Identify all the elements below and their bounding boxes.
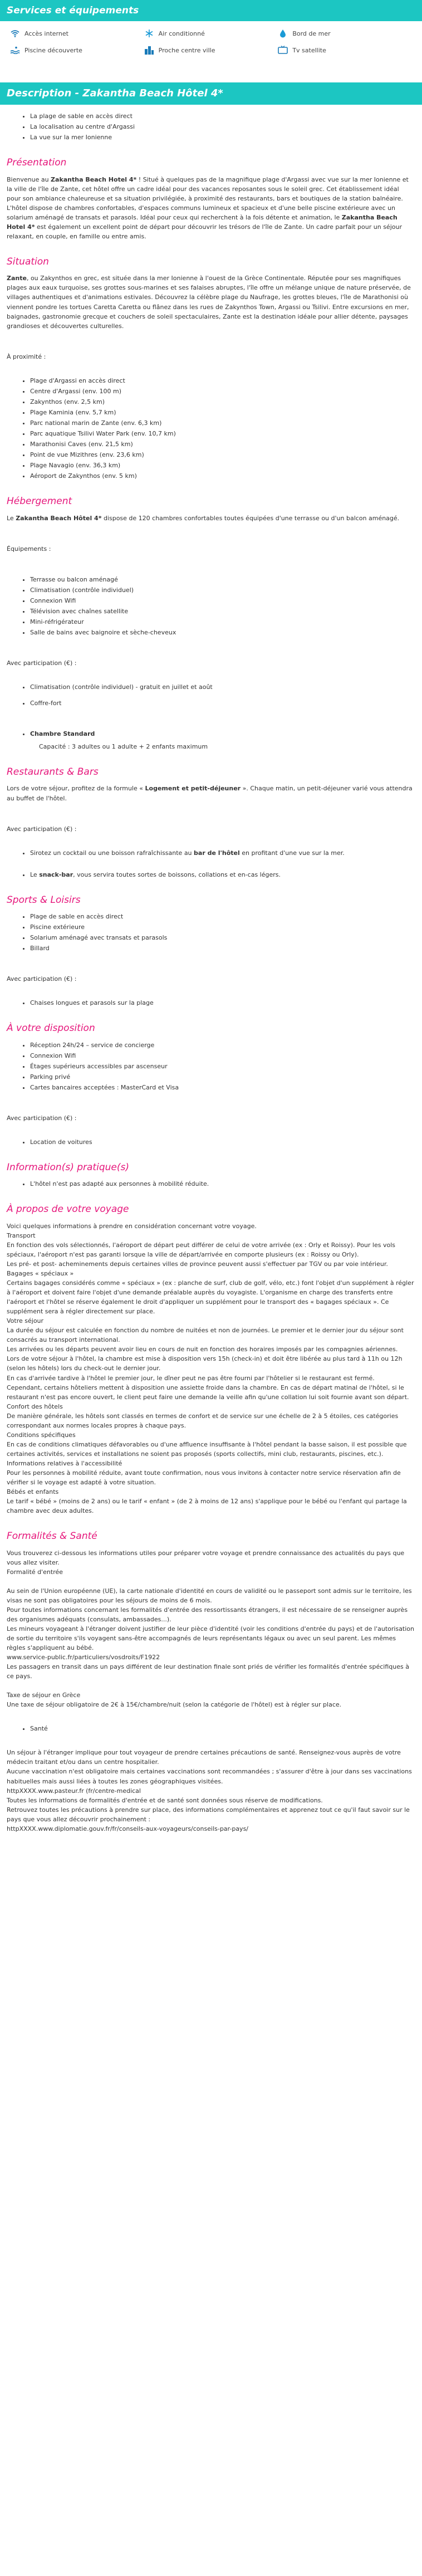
list-item: • Point de vue Mizithres (env. 23,6 km): [30, 450, 414, 460]
list-item: • Télévision avec chaînes satellite: [30, 607, 414, 616]
tv-icon: [278, 45, 288, 55]
hebergement-heading: Hébergement: [7, 496, 72, 507]
presentation-heading: Présentation: [7, 157, 67, 169]
list-item: • La localisation au centre d'Argassi: [30, 122, 414, 131]
list-item: • Climatisation (contrôle individuel) - gratuit en juillet et août: [30, 682, 414, 692]
service-item-pool: [10, 43, 144, 57]
paid-label: Avec participation (€) :: [7, 825, 77, 833]
sante-text: Un séjour à l'étranger implique pour tout voyageur de prendre certaines précautions de santé. Renseignez-vous auprès de votre médecin traitant et/ou dans un centre hospitalier. Aucune vaccination n'est obligatoire mais certaines vaccinations sont recommandées ; s'assurer d'être à jour dans ses vaccinations habituelles mais aussi liées à toutes les zones géographiques visitées. httpXXXX.www.pasteur.fr (fr/centre-medical Toutes les informations de formalités d'entrée et de santé sont données sous réserve de modifications. Retrouvez toutes les précautions à prendre sur place, des informations complémentaires et apprenez tout ce qu'il faut savoir sur le pays que vous allez découvrir prochainement : httpXXXX.www.diplomatie.gouv.fr/fr/conseils-aux-voyageurs/conseils-par-pays/: [7, 1749, 412, 1832]
disposition-list: [7, 1040, 414, 1092]
list-item: • L'hôtel n'est pas adapté aux personnes à mobilité réduite.: [30, 1179, 414, 1189]
restaurants-paid-list: [7, 848, 414, 879]
list-item: • Réception 24h/24 – service de concierge: [30, 1040, 414, 1050]
list-item: • Plage Kaminia (env. 5,7 km): [30, 408, 414, 417]
proximity-label: À proximité :: [7, 353, 46, 360]
sante-list: [7, 1724, 414, 1733]
list-item: • Centre d'Argassi (env. 100 m): [30, 387, 414, 396]
paid-label: Avec participation (€) :: [7, 975, 77, 983]
water-drop-icon: [278, 28, 288, 38]
service-label: Piscine découverte: [24, 46, 82, 54]
situation-heading: Situation: [7, 256, 49, 268]
list-item: • Plage Navagio (env. 36,3 km): [30, 461, 414, 470]
room-list: [7, 729, 414, 739]
service-item-tv: [278, 43, 412, 57]
service-item-internet: [10, 27, 144, 40]
list-item: • Mini-réfrigérateur: [30, 617, 414, 627]
list-item: • Climatisation (contrôle individuel): [30, 585, 414, 595]
formalites-text: Vous trouverez ci-dessous les informations utiles pour préparer votre voyage et prendre connaissance des actualités du pays que vous allez visiter. Formalité d'entrée Au sein de l'Union européenne (UE), la carte nationale d'identité en cours de validité ou le passeport sont admis sur le territoire, les visas ne sont pas obligatoires pour les séjours de moins de 6 mois. Pour toutes informations concernant les formalités d'entrée des ressortissants étrangers, il est nécessaire de se renseigner auprès des organismes adéquats (consulats, ambassades...). Les mineurs voyageant à l'étranger doivent justifier de leur pièce d'identité (voir les conditions d'entrée du pays) et de l'autorisation de sortie du territoire s'ils voyagent sans-être accompagnés de leurs représentants légaux ou avec un seul parent. Les mêmes règles s'appliquent au bébé. www.service-public.fr/particuliers/vosdroits/F1922 Les passagers en transit dans un pays différent de leur destination finale sont priés de vérifier les formalités d'entrée spécifiques à ce pays. Taxe de séjour en Grèce Une taxe de séjour obligatoire de 2€ à 15€/chambre/nuit (selon la catégorie de l'hôtel) est à régler sur place.: [7, 1549, 415, 1709]
list-item: • Plage d'Argassi en accès direct: [30, 376, 414, 385]
list-item: • Connexion Wifi: [30, 596, 414, 605]
list-item: • La plage de sable en accès direct: [30, 111, 414, 121]
list-item: • Plage de sable en accès direct: [30, 912, 414, 921]
service-label: Air conditionné: [158, 30, 205, 37]
room-capacity: Capacité : 3 adultes ou 1 adulte + 2 enfants maximum: [39, 743, 208, 751]
list-item: • Location de voitures: [30, 1137, 414, 1147]
info-heading: Information(s) pratique(s): [7, 1162, 129, 1174]
situation-text: Zante, ou Zakynthos en grec, est située dans la mer Ionienne à l'ouest de la Grèce Continentale. Réputée pour ses magnifiques plages aux eaux turquoise, ses grottes sous-marines et ses falaises abruptes, l'île offre un mélange unique de nature préservée, de villages authentiques et d'animations estivales. Découvrez la célèbre plage du Naufrage, les grottes bleues, l'île de Marathonisi où viennent pondre les tortues Caretta Caretta ou flânez dans les rues de Zakynthos Town, Argassi ou Tsilivi. Entre excursions en mer, baignades, gastronomie grecque et couchers de soleil spectaculaires, Zante est la destination idéale pour allier détente, paysages grandioses et découvertes culturelles.: [7, 275, 411, 330]
list-item: • Santé: [30, 1724, 414, 1733]
room-name: • Chambre Standard: [30, 729, 414, 739]
restaurants-text: Lors de votre séjour, profitez de la formule « Logement et petit-déjeuner ». Chaque matin, un petit-déjeuner varié vous attendra au buffet de l'hôtel.: [7, 785, 413, 802]
service-item-city-center: [144, 43, 278, 57]
intro-list: [7, 111, 414, 142]
list-item: • Parc national marin de Zante (env. 6,3 km): [30, 418, 414, 428]
presentation-text: Bienvenue au Zakantha Beach Hotel 4* ! Situé à quelques pas de la magnifique plage d'Argassi avec vue sur la mer Ionienne et la ville de l'île de Zante, cet hôtel offre un cadre idéal pour des vacances reposantes sous le soleil grec. Cet établissement idéal pour son ambiance chaleureuse et sa situation privilégiée, à proximité des restaurants, bars et boutiques de la station balnéaire. L'hôtel dispose de chambres confortables, d'espaces communs lumineux et spacieux et d'une belle piscine extérieure avec un solarium aménagé de transats et parasols. Idéal pour ceux qui recherchent à la fois détente et animation, le Zakantha Beach Hotel 4* est également un excellent point de départ pour découvrir les trésors de l'île de Zante. Un cadre parfait pour un séjour relaxant, en couple, en famille ou entre amis.: [7, 175, 409, 240]
service-item-seaside: [278, 27, 412, 40]
sports-list: [7, 912, 414, 953]
service-label: Bord de mer: [292, 30, 331, 37]
proximity-list: [7, 376, 414, 481]
list-item: • Parking privé: [30, 1072, 414, 1082]
equipments-list: [7, 575, 414, 637]
paid-list: [7, 682, 414, 708]
sports-heading: Sports & Loisirs: [7, 894, 81, 906]
equipments-label: Équipements :: [7, 545, 51, 553]
disposition-heading: À votre disposition: [7, 1023, 95, 1034]
list-item: • Sirotez un cocktail ou une boisson rafraîchissante au bar de l'hôtel en profitant d'une vue sur la mer.: [30, 848, 414, 858]
service-label: Proche centre ville: [158, 46, 215, 54]
list-item: • Coffre-fort: [30, 698, 414, 708]
wifi-icon: [10, 28, 20, 38]
list-item: • Solarium aménagé avec transats et parasols: [30, 933, 414, 942]
list-item: • Salle de bains avec baignoire et sèche-cheveux: [30, 628, 414, 637]
hebergement-text: Le Zakantha Beach Hôtel 4* dispose de 120 chambres confortables toutes équipées d'une terrasse ou d'un balcon aménagé.: [7, 514, 400, 522]
list-item: • Aéroport de Zakynthos (env. 5 km): [30, 471, 414, 481]
city-icon: [144, 45, 154, 55]
disposition-paid-list: [7, 1137, 414, 1147]
pool-icon: [10, 45, 20, 55]
paid-label: Avec participation (€) :: [7, 1114, 77, 1122]
list-item: • Piscine extérieure: [30, 922, 414, 932]
voyage-text: Voici quelques informations à prendre en considération concernant votre voyage. Transport En fonction des vols sélectionnés, l'aéroport de départ peut différer de celui de votre arrivée (ex : Orly et Roissy). Pour les vols spéciaux, l'aéroport n'est pas garanti lorsque la ville de départ/arrivée en comporte plusieurs (ex : Roissy ou Orly). Les pré- et post- acheminements depuis certaines villes de province peuvent aussi s'effectuer par TGV ou par voie intérieur. Bagages « spéciaux » Certains bagages considérés comme « spéciaux » (ex : planche de surf, club de golf, vélo, etc.) font l'objet d'un supplément à régler à l'aéroport et doivent faire l'objet d'une demande préalable auprès du voyagiste. L'organisme en charge des transferts entre l'aéroport et l'hôtel se réserve également le droit d'appliquer un supplément pour le transport des « bagages spéciaux ». Ce supplément sera à régler directement sur place. Votre séjour La durée du séjour est calculée en fonction du nombre de nuitées et non de journées. Le premier et le dernier jour du séjour sont consacrés au transport international. Les arrivées ou les départs peuvent avoir lieu en cours de nuit en fonction des horaires imposés par les compagnies aériennes. Lors de votre séjour à l'hôtel, la chambre est mise à disposition vers 15h (check-in) et doit être libérée au plus tard à 11h ou 12h (selon les hôtels) lors du check-out le dernier jour. En cas d'arrivée tardive à l'hôtel le premier jour, le dîner peut ne pas être fourni par l'hôtelier si le restaurant est fermé. Cependant, certains hôteliers mettent à disposition une assiette froide dans la chambre. En cas de départ matinal de l'hôtel, si le restaurant n'est pas encore ouvert, le client peut faire une demande la veille afin qu'une collation lui soit fournie avant son départ. Confort des hôtels De manière générale, les hôtels sont classés en termes de confort et de service sur une échelle de 2 à 5 étoiles, ces catégories correspondant aux normes locales propres à chaque pays. Conditions spécifiques En cas de conditions climatiques défavorables ou d'une affluence insuffisante à l'hôtel pendant la basse saison, il est possible que certaines activités, services et installations ne soient pas proposés (sports collectifs, mini club, restaurants, piscines, etc.). Informations relatives à l'accessibilité Pour les personnes à mobilité réduite, avant toute confirmation, nous vous invitons à contacter notre service réservation afin de vérifier si le voyage est adapté à votre situation. Bébés et enfants Le tarif « bébé » (moins de 2 ans) ou le tarif « enfant » (de 2 à moins de 12 ans) s'applique pour le bébé ou l'enfant qui partage la chambre avec deux adultes.: [7, 1222, 414, 1515]
list-item: • Marathonisi Caves (env. 21,5 km): [30, 439, 414, 449]
list-item: • Cartes bancaires acceptées : MasterCard et Visa: [30, 1083, 414, 1092]
description-header: Description - Zakantha Beach Hôtel 4*: [0, 82, 422, 105]
list-item: • Zakynthos (env. 2,5 km): [30, 397, 414, 407]
service-item-air-conditioning: [144, 27, 278, 40]
list-item: • Billard: [30, 944, 414, 953]
list-item: • Chaises longues et parasols sur la plage: [30, 998, 414, 1008]
formalites-heading: Formalités & Santé: [7, 1531, 97, 1542]
voyage-heading: À propos de votre voyage: [7, 1204, 129, 1215]
info-list: [7, 1179, 414, 1189]
list-item: • Parc aquatique Tsilivi Water Park (env. 10,7 km): [30, 429, 414, 438]
service-label: Tv satellite: [292, 46, 326, 54]
service-label: Accès internet: [24, 30, 68, 37]
restaurants-heading: Restaurants & Bars: [7, 766, 99, 778]
services-grid: [0, 21, 422, 60]
list-item: • Terrasse ou balcon aménagé: [30, 575, 414, 584]
list-item: • Connexion Wifi: [30, 1051, 414, 1060]
list-item: • Le snack-bar, vous servira toutes sortes de boissons, collations et en-cas légers.: [30, 870, 414, 879]
services-header: Services et équipements: [0, 0, 422, 21]
list-item: • La vue sur la mer Ionienne: [30, 133, 414, 142]
snowflake-icon: [144, 28, 154, 38]
paid-label: Avec participation (€) :: [7, 659, 77, 667]
sports-paid-list: [7, 998, 414, 1008]
list-item: • Étages supérieurs accessibles par ascenseur: [30, 1062, 414, 1071]
description-content: [0, 105, 422, 1848]
